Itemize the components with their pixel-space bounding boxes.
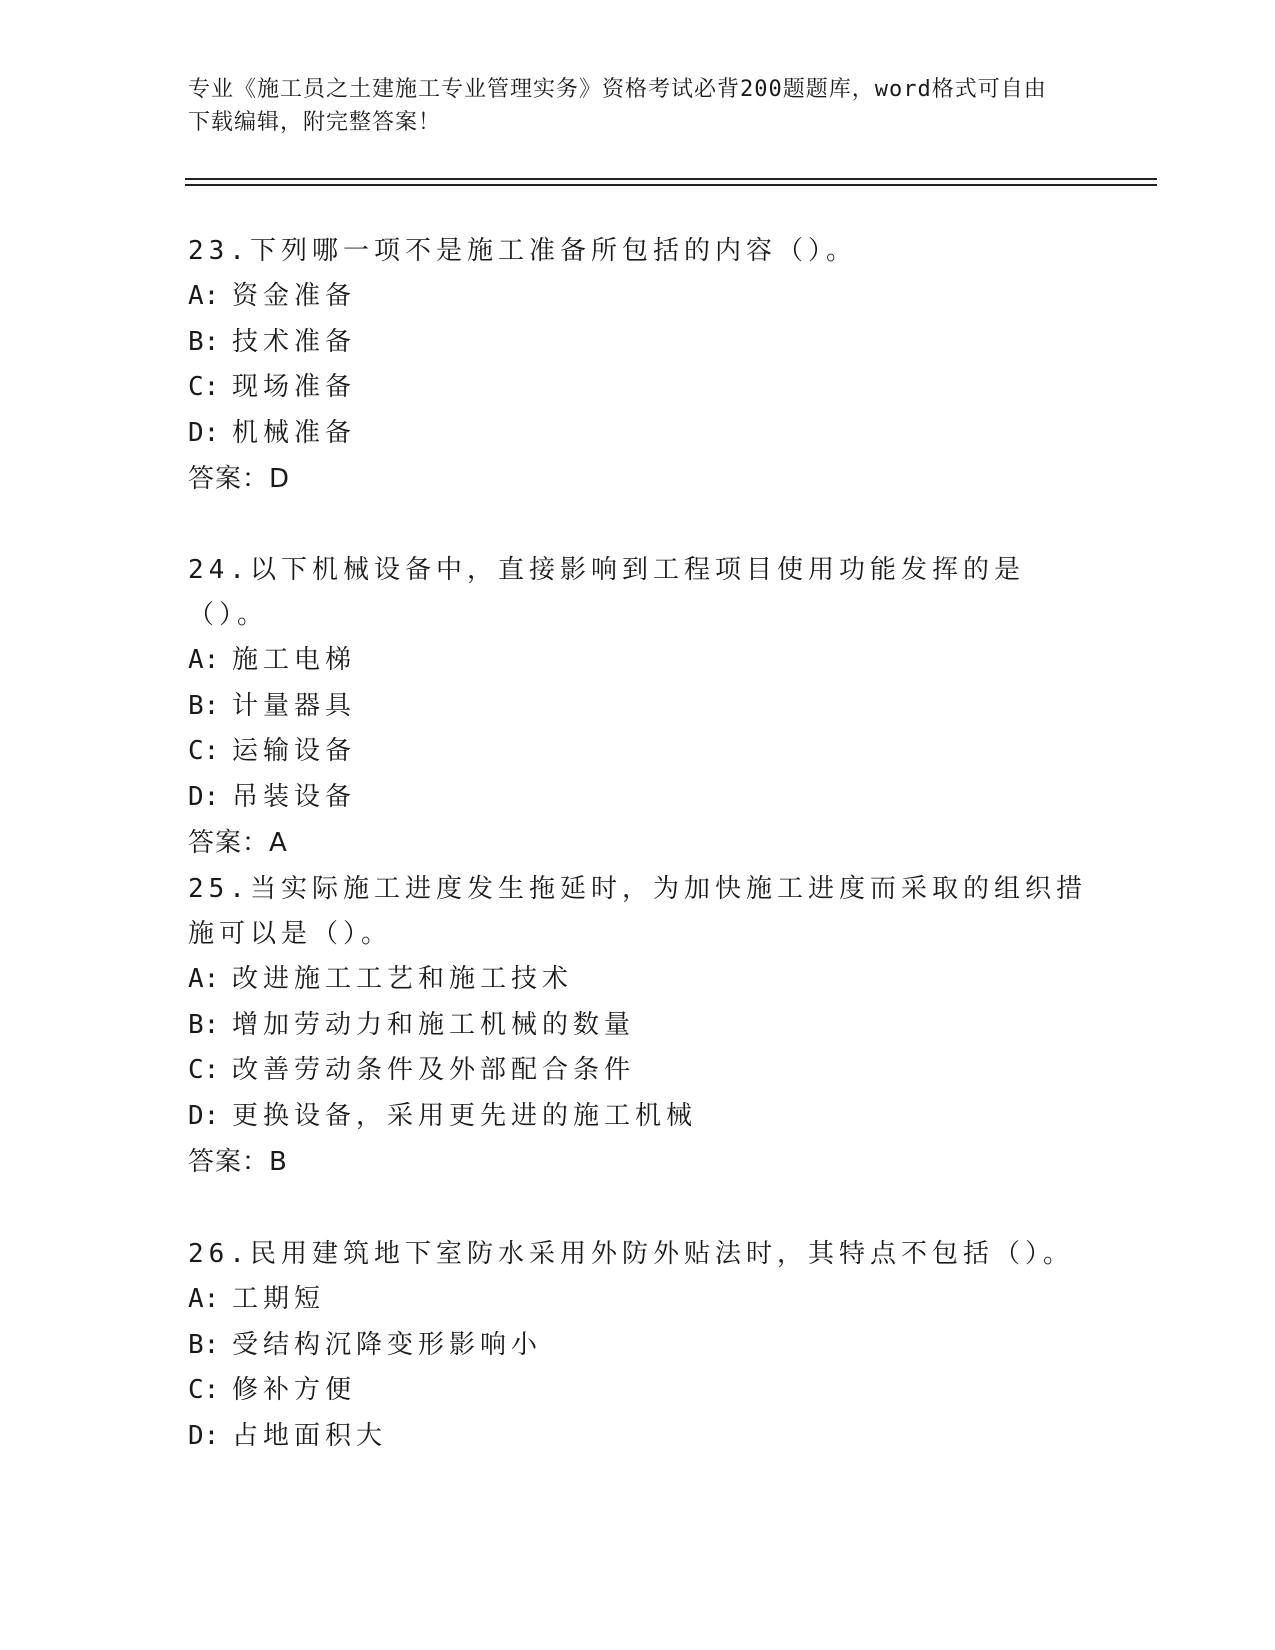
option-letter: B: <box>188 326 220 357</box>
answer-label: 答案：B <box>188 1147 288 1177</box>
option-d <box>188 1094 1088 1140</box>
option-text: 现场准备 <box>232 372 357 402</box>
option-letter: A: <box>188 281 220 311</box>
header-text: 专业《施工员之土建施工专业管理实务》资格考试必背200题题库，word格式可自由下载编辑，附完整答案！ <box>188 77 1047 135</box>
option-text: 修补方便 <box>232 1375 357 1405</box>
option-letter: A: <box>188 645 220 675</box>
option-a <box>188 957 1088 1003</box>
header-divider-top <box>185 178 1157 180</box>
option-d <box>188 411 1088 457</box>
option-a <box>188 274 1088 320</box>
option-text: 改进施工工艺和施工技术 <box>232 964 574 994</box>
header-divider-bottom <box>185 184 1157 186</box>
question-stem: 24.以下机械设备中，直接影响到工程项目使用功能发挥的是（）。 <box>188 555 1025 630</box>
option-letter: D: <box>188 1420 220 1451</box>
option-text: 更换设备，采用更先进的施工机械 <box>232 1100 698 1131</box>
question-stem: 26.民用建筑地下室防水采用外防外贴法时，其特点不包括（）。 <box>188 1239 1074 1269</box>
option-letter: C: <box>188 1375 220 1405</box>
option-c <box>188 1368 1088 1414</box>
option-letter: C: <box>188 372 220 402</box>
question-26 <box>188 1232 1088 1459</box>
option-text: 吊装设备 <box>232 781 357 812</box>
option-text: 施工电梯 <box>232 645 357 675</box>
option-text: 技术准备 <box>232 326 357 357</box>
option-text: 增加劳动力和施工机械的数量 <box>232 1009 636 1040</box>
option-letter: D: <box>188 1100 220 1131</box>
option-text: 改善劳动条件及外部配合条件 <box>232 1055 636 1085</box>
option-c <box>188 365 1088 411</box>
document-header <box>188 73 1068 139</box>
option-letter: B: <box>188 1009 220 1040</box>
option-letter: B: <box>188 690 220 721</box>
question-23 <box>188 229 1088 502</box>
answer-label: 答案：D <box>188 464 291 494</box>
question-stem: 23.下列哪一项不是施工准备所包括的内容（）。 <box>188 236 857 266</box>
option-d <box>188 775 1088 821</box>
option-text: 资金准备 <box>232 281 357 311</box>
option-text: 工期短 <box>232 1284 326 1314</box>
option-a <box>188 638 1088 684</box>
option-text: 计量器具 <box>232 690 357 721</box>
option-letter: C: <box>188 1055 220 1085</box>
option-letter: D: <box>188 417 220 448</box>
option-d <box>188 1414 1088 1460</box>
option-letter: B: <box>188 1329 220 1360</box>
option-text: 机械准备 <box>232 417 357 448</box>
option-a <box>188 1277 1088 1323</box>
question-stem: 25.当实际施工进度发生拖延时，为加快施工进度而采取的组织措施可以是（）。 <box>188 874 1087 949</box>
option-c <box>188 1048 1088 1094</box>
option-b <box>188 1003 1088 1049</box>
answer-label: 答案：A <box>188 828 288 858</box>
question-25 <box>188 867 1088 1185</box>
option-c <box>188 729 1088 775</box>
question-24 <box>188 548 1088 866</box>
option-b <box>188 684 1088 730</box>
option-letter: C: <box>188 736 220 766</box>
option-letter: D: <box>188 781 220 812</box>
option-b <box>188 1323 1088 1369</box>
option-text: 运输设备 <box>232 736 357 766</box>
option-letter: A: <box>188 1284 220 1314</box>
option-text: 受结构沉降变形影响小 <box>232 1329 543 1360</box>
option-letter: A: <box>188 964 220 994</box>
option-text: 占地面积大 <box>232 1420 388 1451</box>
option-b <box>188 320 1088 366</box>
